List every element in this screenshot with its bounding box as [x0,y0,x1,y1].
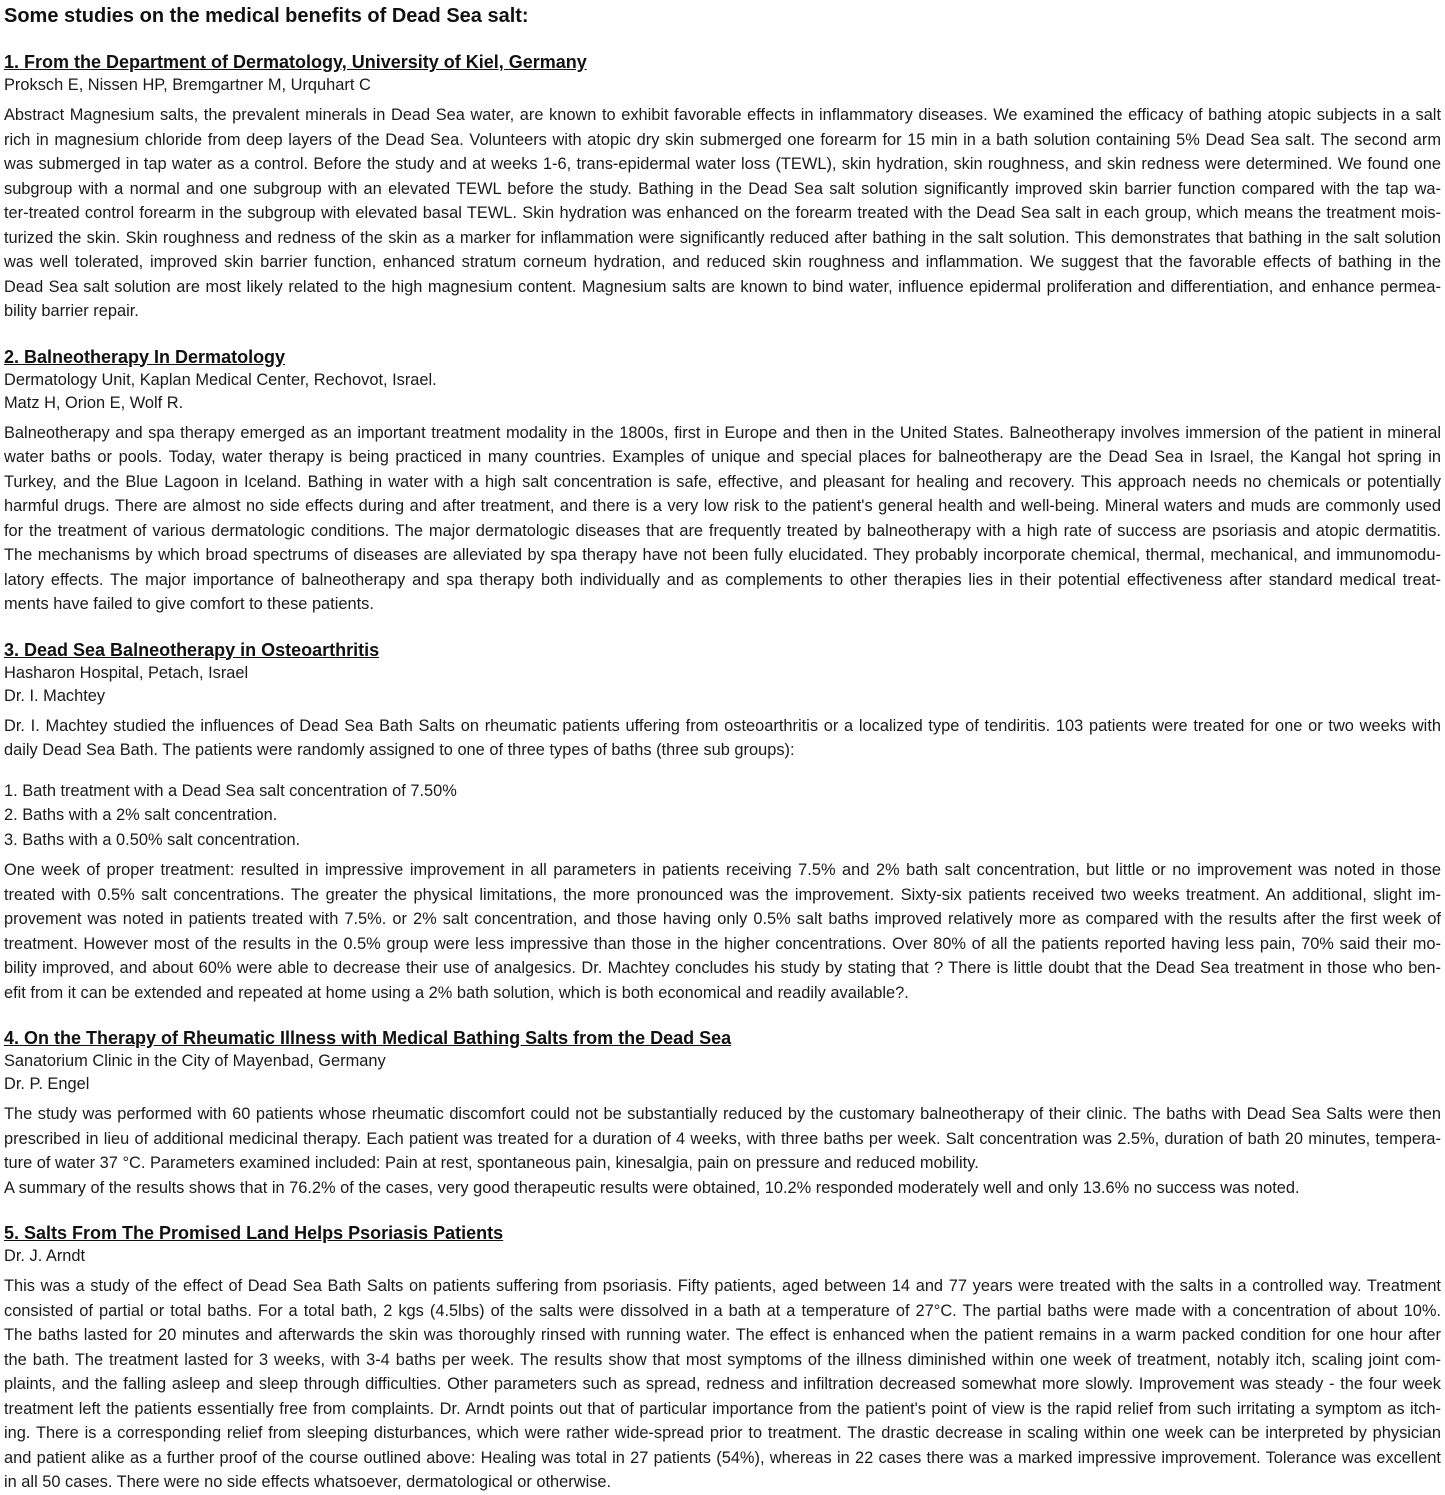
text-line: latory effects. The major importance of balneotherapy and spa therapy both individually and as complements to other therapies lies in their potential effectiveness after standard medical treat- [4,570,1441,589]
list [4,779,1441,853]
section [4,51,1441,324]
text-line: This was a study of the effect of Dead Sea Bath Salts on patients suffering from psoriasis. Fifty patients, aged between 14 and 77 years were treated with the salts in a controlled way. Treatment [4,1277,1441,1295]
text-line: consisted of partial or total baths. For a total bath, 2 kgs (4.5lbs) of the salts were dissolved in a bath at a temperature of 27°C. The partial baths were made with a concentration of about 10%. [4,1301,1441,1320]
paragraph [4,714,1441,763]
section-heading: 1. From the Department of Dermatology, University of Kiel, Germany [4,52,587,72]
text-line: Abstract Magnesium salts, the prevalent minerals in Dead Sea water, are known to exhibit favorable effects in inflammatory diseases. We examined the efficacy of bathing atopic subjects in a salt [4,106,1441,124]
text-line: One week of proper treatment: resulted in impressive improvement in all parameters in patients receiving 7.5% and 2% bath salt concentration, but little or no improvement was noted in those [4,861,1441,879]
text-line: and patient alike as a further proof of the course outlined above: Healing was total in 27 patients (54%), whereas in 22 cases there was a marked impressive improvement. Tolerance was excellent [4,1448,1441,1467]
text-line: treatment. However most of the results in the 0.5% group were less impressive than those in the higher concentrations. Over 80% of all the patients reported having less pain, 70% said their mo- [4,934,1441,953]
text-line: Balneotherapy and spa therapy emerged as an important treatment modality in the 1800s, first in Europe and then in the United States. Balneotherapy involves immersion of the patient in mineral [4,423,1441,442]
text-line: bility improved, and about 60% were able to decrease their use of analgesics. Dr. Machtey concludes his study by stating that ? There is little doubt that the Dead Sea treatment in those who ben- [4,959,1441,977]
list-item: 3. Baths with a 0.50% salt concentration. [4,830,301,849]
section-heading: 5. Salts From The Promised Land Helps Psoriasis Patients [4,1223,504,1243]
paragraph [4,103,1441,324]
text-line: harmful drugs. There are almost no side effects during and after treatment, and there is a very low risk to the patient's general health and well-being. Mineral waters and muds are commonly used [4,497,1441,515]
section [4,346,1441,617]
document-title: Some studies on the medical benefits of Dead Sea salt: [4,5,529,27]
text-line: prescribed in lieu of additional medicinal therapy. Each patient was treated for a duration of 4 weeks, with three baths per week. Salt concentration was 2.5%, duration of bath 20 minutes, tempera- [4,1129,1441,1148]
text-line: for the treatment of various dermatologic conditions. The major dermatologic diseases that are frequently treated by balneotherapy with a high rate of success are psoriasis and atopic dermatitis. [4,521,1441,540]
section [4,639,1441,1006]
text-line: plaints, and the falling asleep and sleep through difficulties. Other parameters such as spread, redness and infiltration decreased somewhat more slowly. Improvement was steady - the four week [4,1375,1441,1393]
text-line: subgroup with a normal and one subgroup with an elevated TEWL before the study. Bathing in the Dead Sea salt solution significantly improved skin barrier function compared with the tap wa- [4,179,1441,198]
text-line: ture of water 37 °C. Parameters examined included: Pain at rest, spontaneous pain, kinesalgia, pain on pressure and reduced mobility. [4,1154,979,1172]
paragraph [4,1176,1441,1201]
text-line: was well tolerated, improved skin barrier function, enhanced stratum corneum hydration, and reduced skin roughness and inflammation. We suggest that the favorable effects of bathing in the [4,253,1441,271]
section-heading: 3. Dead Sea Balneotherapy in Osteoarthritis [4,639,380,660]
text-line: treatment left the patients essentially free from complaints. Dr. Arndt points out that of particular importance from the patient's point of view is the rapid relief from such irritating a symptom as itch- [4,1399,1441,1418]
meta-line: Dr. I. Machtey [4,686,106,705]
text-line: bility barrier repair. [4,302,139,320]
text-line: Dr. I. Machtey studied the influences of Dead Sea Bath Salts on rheumatic patients uffering from osteoarthritis or a localized type of tendiritis. 103 patients were treated for one or two weeks with [4,716,1441,735]
section [4,1222,1441,1495]
text-line: The mechanisms by which broad spectrums of diseases are alleviated by spa therapy have not been fully elucidated. They probably incorporate chemical, thermal, mechanical, and immunomodu- [4,546,1441,564]
text-line: treated with 0.5% salt concentrations. The greater the physical limitations, the more pronounced was the improvement. Sixty-six patients received two weeks treatment. An additional, slight im- [4,885,1441,904]
paragraph [4,1274,1441,1495]
text-line: efit from it can be extended and repeated at home using a 2% bath solution, which is both economical and readily available?. [4,983,909,1002]
document-body [4,51,1441,1495]
meta-line: Dr. P. Engel [4,1075,90,1093]
text-line: the bath. The treatment lasted for 3 weeks, with 3-4 baths per week. The results show that most symptoms of the illness diminished within one week of treatment, notably itch, scaling joint com- [4,1350,1441,1369]
text-line: The baths lasted for 20 minutes and afterwards the skin was thoroughly rinsed with running water. The effect is enhanced when the patient remains in a warm packed condition for one hour after [4,1326,1441,1344]
paragraph [4,858,1441,1005]
meta-line: Proksch E, Nissen HP, Bremgartner M, Urquhart C [4,76,371,94]
text-line: ter-treated control forearm in the subgroup with elevated basal TEWL. Skin hydration was enhanced on the forearm treated with the Dead Sea salt in each group, which means the treatment mois- [4,204,1441,222]
paragraph [4,421,1441,617]
paragraph [4,1102,1441,1176]
text-line: A summary of the results shows that in 76.2% of the cases, very good therapeutic results were obtained, 10.2% responded moderately well and only 13.6% no success was noted. [4,1178,1300,1197]
section-heading: 4. On the Therapy of Rheumatic Illness with Medical Bathing Salts from the Dead Sea [4,1028,732,1048]
text-line: provement was noted in patients treated with 7.5%. or 2% salt concentration, and those having only 0.5% salt baths improved relatively more as compared with the results after the first week of [4,910,1441,928]
meta-line: Matz H, Orion E, Wolf R. [4,393,184,412]
list-item: 1. Bath treatment with a Dead Sea salt concentration of 7.50% [4,781,457,800]
list-item: 2. Baths with a 2% salt concentration. [4,806,278,824]
text-line: ing. There is a corresponding relief from sleeping disturbances, which were rather wide-spread prior to treatment. The drastic decrease in scaling within one week can be interpreted by physician [4,1424,1441,1442]
text-line: Turkey, and the Blue Lagoon in Iceland. Bathing in water with a high salt concentration is safe, effective, and pleasant for healing and recovery. This approach needs no chemicals or potentially [4,472,1441,491]
text-line: was submerged in tap water as a control. Before the study and at weeks 1-6, trans-epidermal water loss (TEWL), skin hydration, skin roughness, and skin redness were determined. We found one [4,155,1441,173]
text-line: ments have failed to give comfort to these patients. [4,595,374,613]
text-line: in all 50 cases. There were no side effects whatsoever, dermatological or otherwise. [4,1473,612,1491]
meta-line: Dr. J. Arndt [4,1247,86,1265]
text-line: water baths or pools. Today, water therapy is being practiced in many countries. Examples of unique and special places for balneotherapy are the Dead Sea in Israel, the Kangal hot spring in [4,448,1441,466]
section [4,1027,1441,1200]
text-line: rich in magnesium chloride from deep layers of the Dead Sea. Volunteers with atopic dry skin submerged one forearm for 15 min in a bath solution containing 5% Dead Sea salt. The second arm [4,130,1441,149]
text-line: turized the skin. Skin roughness and redness of the skin as a marker for inflammation were significantly reduced after bathing in the salt solution. This demonstrates that bathing in the salt solution [4,228,1441,247]
text-line: daily Dead Sea Bath. The patients were randomly assigned to one of three types of baths (three sub groups): [4,741,795,759]
text-line: Dead Sea salt solution are most likely related to the high magnesium content. Magnesium salts are known to bind water, influence epidermal proliferation and differentiation, and enhance permea- [4,277,1441,296]
section-heading: 2. Balneotherapy In Dermatology [4,346,286,367]
text-line: The study was performed with 60 patients whose rheumatic discomfort could not be substantially reduced by the customary balneotherapy of their clinic. The baths with Dead Sea Salts were then [4,1105,1441,1123]
meta-line: Dermatology Unit, Kaplan Medical Center, Rechovot, Israel. [4,370,437,389]
meta-line: Sanatorium Clinic in the City of Mayenbad, Germany [4,1052,386,1070]
meta-line: Hasharon Hospital, Petach, Israel [4,663,249,682]
